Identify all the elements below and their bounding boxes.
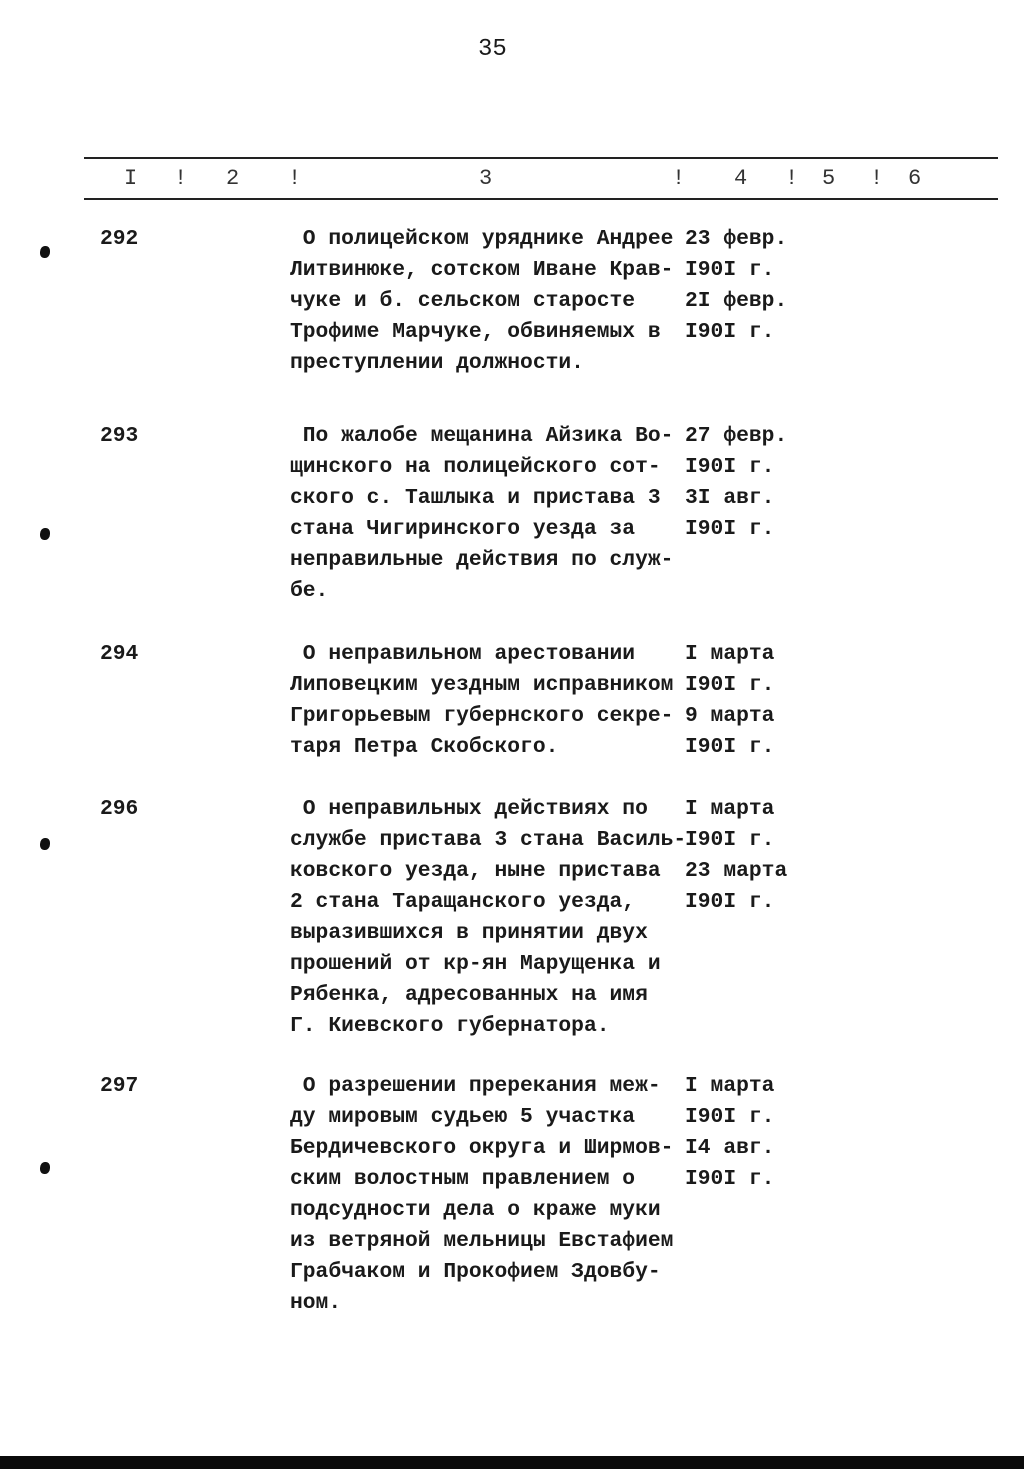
- description-line: преступлении должности.: [290, 351, 584, 375]
- punch-hole-mark: [40, 1162, 50, 1174]
- description-line: бе.: [290, 579, 329, 603]
- case-dates: [685, 1071, 774, 1195]
- description-line: ковского уезда, ныне пристава: [290, 859, 661, 883]
- page-number: 35: [478, 36, 507, 63]
- date-line: I90I г.: [685, 1105, 775, 1129]
- description-line: выразившихся в принятии двух: [290, 921, 648, 945]
- date-line: I марта: [685, 1074, 775, 1098]
- date-line: 3I авг.: [685, 486, 775, 510]
- description-line: О неправильных действиях по: [290, 797, 648, 821]
- description-line: Литвинюке, сотском Иване Крав-: [290, 258, 674, 282]
- description-line: О разрешении пререкания меж-: [290, 1074, 661, 1098]
- punch-hole-mark: [40, 246, 50, 258]
- scan-bottom-edge: [0, 1456, 1024, 1469]
- case-number: 293: [100, 424, 139, 448]
- header-top-rule: [84, 157, 998, 159]
- punch-hole-mark: [40, 838, 50, 850]
- column-header-5: 5: [822, 166, 836, 191]
- case-description: [290, 1071, 673, 1319]
- date-line: I90I г.: [685, 828, 775, 852]
- case-number: 292: [100, 227, 139, 251]
- case-dates: [685, 639, 774, 763]
- description-line: ского с. Ташлыка и пристава 3: [290, 486, 661, 510]
- date-line: I90I г.: [685, 673, 775, 697]
- case-number: 294: [100, 642, 139, 666]
- description-line: По жалобе мещанина Айзика Во-: [290, 424, 674, 448]
- description-line: подсудности дела о краже муки: [290, 1198, 661, 1222]
- description-line: Грабчаком и Прокофием Здовбу-: [290, 1260, 661, 1284]
- description-line: 2 стана Таращанского уезда,: [290, 890, 636, 914]
- column-separator: !: [785, 166, 799, 191]
- column-header-3: 3: [479, 166, 493, 191]
- description-line: таря Петра Скобского.: [290, 735, 559, 759]
- date-line: I90I г.: [685, 455, 775, 479]
- description-line: неправильные действия по служ-: [290, 548, 674, 572]
- case-description: [290, 639, 673, 763]
- description-line: чуке и б. сельском старосте: [290, 289, 636, 313]
- description-line: ским волостным правлением о: [290, 1167, 636, 1191]
- description-line: О неправильном арестовании: [290, 642, 636, 666]
- case-dates: [685, 224, 787, 348]
- column-separator: !: [870, 166, 884, 191]
- case-description: [290, 794, 686, 1042]
- column-separator: !: [174, 166, 188, 191]
- date-line: I90I г.: [685, 517, 775, 541]
- column-header-4: 4: [734, 166, 748, 191]
- date-line: I марта: [685, 797, 775, 821]
- case-description: [290, 421, 673, 607]
- description-line: ду мировым судьею 5 участка: [290, 1105, 636, 1129]
- date-line: 23 марта: [685, 859, 788, 883]
- date-line: I4 авг.: [685, 1136, 775, 1160]
- date-line: I90I г.: [685, 735, 775, 759]
- column-header-6: 6: [908, 166, 922, 191]
- description-line: Григорьевым губернского секре-: [290, 704, 674, 728]
- description-line: Липовецким уездным исправником: [290, 673, 674, 697]
- description-line: О полицейском уряднике Андрее: [290, 227, 674, 251]
- date-line: I90I г.: [685, 890, 775, 914]
- column-separator: !: [288, 166, 302, 191]
- description-line: Рябенка, адресованных на имя: [290, 983, 648, 1007]
- description-line: Трофиме Марчуке, обвиняемых в: [290, 320, 661, 344]
- case-dates: [685, 794, 787, 918]
- case-description: [290, 224, 673, 379]
- column-separator: !: [672, 166, 686, 191]
- column-header-2: 2: [226, 166, 240, 191]
- description-line: прошений от кр-ян Марущенка и: [290, 952, 661, 976]
- description-line: службе пристава 3 стана Василь-: [290, 828, 687, 852]
- punch-hole-mark: [40, 528, 50, 540]
- description-line: стана Чигиринского уезда за: [290, 517, 636, 541]
- case-number: 297: [100, 1074, 139, 1098]
- date-line: 9 марта: [685, 704, 775, 728]
- description-line: из ветряной мельницы Евстафием: [290, 1229, 674, 1253]
- description-line: Бердичевского округа и Ширмов-: [290, 1136, 674, 1160]
- column-header-1: I: [124, 166, 138, 191]
- date-line: I90I г.: [685, 320, 775, 344]
- header-bottom-rule: [84, 198, 998, 200]
- description-line: Г. Киевского губернатора.: [290, 1014, 610, 1038]
- description-line: щинского на полицейского сот-: [290, 455, 661, 479]
- date-line: 27 февр.: [685, 424, 788, 448]
- case-dates: [685, 421, 787, 545]
- date-line: 23 февр.: [685, 227, 788, 251]
- date-line: I марта: [685, 642, 775, 666]
- description-line: ном.: [290, 1291, 342, 1315]
- case-number: 296: [100, 797, 139, 821]
- date-line: 2I февр.: [685, 289, 788, 313]
- date-line: I90I г.: [685, 258, 775, 282]
- date-line: I90I г.: [685, 1167, 775, 1191]
